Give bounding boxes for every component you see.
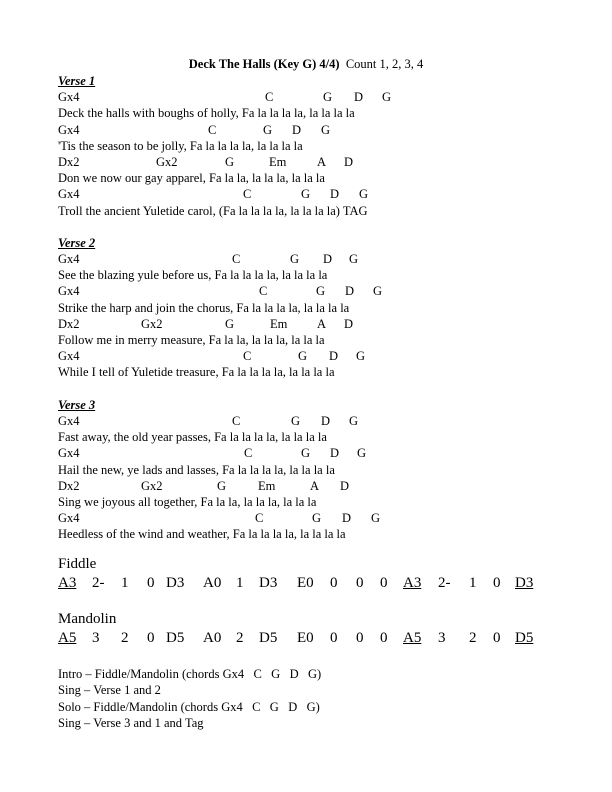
lyric-line: Troll the ancient Yuletide carol, (Fa la la la la, la la la la) TAG [58,203,368,218]
chord: C [232,413,241,428]
chord: C [265,90,274,105]
lyric-line: Sing we joyous all together, Fa la la, la la la, la la la [58,494,317,509]
chord: Gx4 [58,252,80,267]
lyric-line: See the blazing yule before us, Fa la la la la, la la la la [58,268,328,283]
tab-note: 2- [438,575,451,591]
chord: Gx4 [58,446,80,461]
tab-note: 1 [236,575,244,591]
tab-note: A5 [58,630,77,646]
chord: Gx4 [58,90,80,105]
chord-line [58,186,368,202]
tab-note: D3 [166,575,185,591]
chord: G [263,122,273,137]
chord-line [58,445,368,461]
tab-note: D5 [259,630,278,646]
chord: C [255,511,264,526]
chord-line [58,122,368,138]
verse-heading: Verse 2 [58,235,96,250]
tab-note: 0 [356,575,364,591]
lyric-line: While I tell of Yuletide treasure, Fa la la la la, la la la la [58,365,335,380]
chord: G [225,316,235,331]
arrangement-notes [58,666,321,731]
chord: G [321,122,331,137]
tab-note: 0 [356,630,364,646]
chord: G [290,252,300,267]
chord: Em [269,154,287,169]
tab-note: 2 [121,630,129,646]
verse-spacer [58,219,368,235]
tab-note: A0 [203,575,222,591]
verse-spacer [58,381,368,397]
chord: D [342,511,352,526]
chord: G [349,252,359,267]
count-in: Count 1, 2, 3, 4 [345,57,424,71]
chord: C [243,187,252,202]
chord: C [259,284,268,299]
tab-note: 0 [330,630,338,646]
chord: A [317,316,327,331]
verses-section [58,73,392,542]
arrangement-line: Intro – Fiddle/Mandolin (chords Gx4 C G D G) [58,667,322,681]
chord: G [301,446,311,461]
chord: Gx2 [141,478,163,493]
tab-note: 0 [147,630,155,646]
lyric-line: Fast away, the old year passes, Fa la la la la, la la la la [58,430,327,445]
chord-line [58,283,383,299]
chord: G [373,284,383,299]
tab-note: 1 [469,575,477,591]
chord-line [58,251,368,267]
chord: A [310,478,320,493]
chord: Gx4 [58,187,80,202]
tab-note: A3 [58,575,77,591]
arrangement-line: Sing – Verse 3 and 1 and Tag [58,715,204,730]
chord: C [244,446,253,461]
chord: Gx4 [58,284,80,299]
chord: D [321,413,331,428]
tab-note: 0 [493,630,501,646]
chord-line [58,316,368,332]
chord: D [292,122,302,137]
chord: G [316,284,326,299]
chord: Dx2 [58,316,80,331]
chord: Em [258,478,276,493]
chord: C [243,349,252,364]
chord: D [340,478,350,493]
tab-note: 0 [380,630,388,646]
verse-heading: Verse 1 [58,74,96,88]
chord: D [330,187,340,202]
tab-note: 0 [330,575,338,591]
tab-note: 3 [92,630,100,646]
chord: G [298,349,308,364]
chord: G [356,349,366,364]
tab-note: A3 [403,575,422,591]
chord: D [354,90,364,105]
tab-note: E0 [297,630,314,646]
lyric-line: Hail the new, ye lads and lasses, Fa la la la la, la la la la [58,462,335,477]
chord: D [330,446,340,461]
chord: A [317,154,327,169]
chord: D [345,284,355,299]
tab-note: 0 [380,575,388,591]
chord: G [357,446,367,461]
chord: G [382,90,392,105]
chord: Gx4 [58,511,80,526]
tab-note: A0 [203,630,222,646]
verse-heading: Verse 3 [58,397,96,412]
chord: Gx2 [141,316,163,331]
tab-note: 0 [493,575,501,591]
arrangement-line: Sing – Verse 1 and 2 [58,683,161,698]
chord: Gx4 [58,413,80,428]
fiddle-heading: Fiddle [58,556,97,572]
song-title [0,57,612,72]
chord: Gx4 [58,122,80,137]
chord: C [232,252,241,267]
chord: Dx2 [58,478,80,493]
tab-note: E0 [297,575,314,591]
tab-note: 3 [438,630,446,646]
mandolin-heading: Mandolin [58,611,117,627]
lyric-line: Deck the halls with boughs of holly, Fa la la la la, la la la la [58,106,355,121]
tab-note: 2- [92,575,105,591]
chord: G [217,478,227,493]
lyric-line: Don we now our gay apparel, Fa la la, la la la, la la la [58,171,325,186]
chord: Em [270,316,288,331]
chord: G [349,413,359,428]
chord: Dx2 [58,154,80,169]
chord-line [58,89,392,105]
chord: Gx2 [156,154,178,169]
chord: D [329,349,339,364]
chord: G [225,154,235,169]
tab-note: D5 [515,630,534,646]
tab-note: A5 [403,630,422,646]
chord: G [371,511,381,526]
lyric-line: Follow me in merry measure, Fa la la, la la la, la la la [58,333,325,347]
song-title-main: Deck The Halls (Key G) 4/4) [188,57,340,71]
chord: D [344,154,354,169]
chord-line [58,348,368,364]
chord: D [323,252,333,267]
tab-note: D5 [166,630,185,646]
lyric-line: 'Tis the season to be jolly, Fa la la la la, la la la la [58,138,303,153]
lyric-line: Heedless of the wind and weather, Fa la la la la, la la la la [58,527,346,542]
chord: G [359,187,369,202]
chord: C [208,122,217,137]
tab-note: D3 [259,575,278,591]
tab-note: D3 [515,575,534,591]
lyric-line: Strike the harp and join the chorus, Fa la la la la, la la la la [58,300,350,315]
tab-note: 2 [469,630,477,646]
arrangement-line: Solo – Fiddle/Mandolin (chords Gx4 C G D G) [58,699,320,714]
chord: G [291,413,301,428]
chord: G [301,187,311,202]
tab-note: 2 [236,630,244,646]
chord: Gx4 [58,349,80,364]
chord-line [58,478,368,494]
tab-note: 0 [147,575,155,591]
chord-line [58,154,368,170]
tab-note: 1 [121,575,129,591]
chord: G [312,511,322,526]
chord-line [58,413,368,429]
chord-line [58,510,381,526]
chord: D [344,316,354,331]
chord: G [323,90,333,105]
